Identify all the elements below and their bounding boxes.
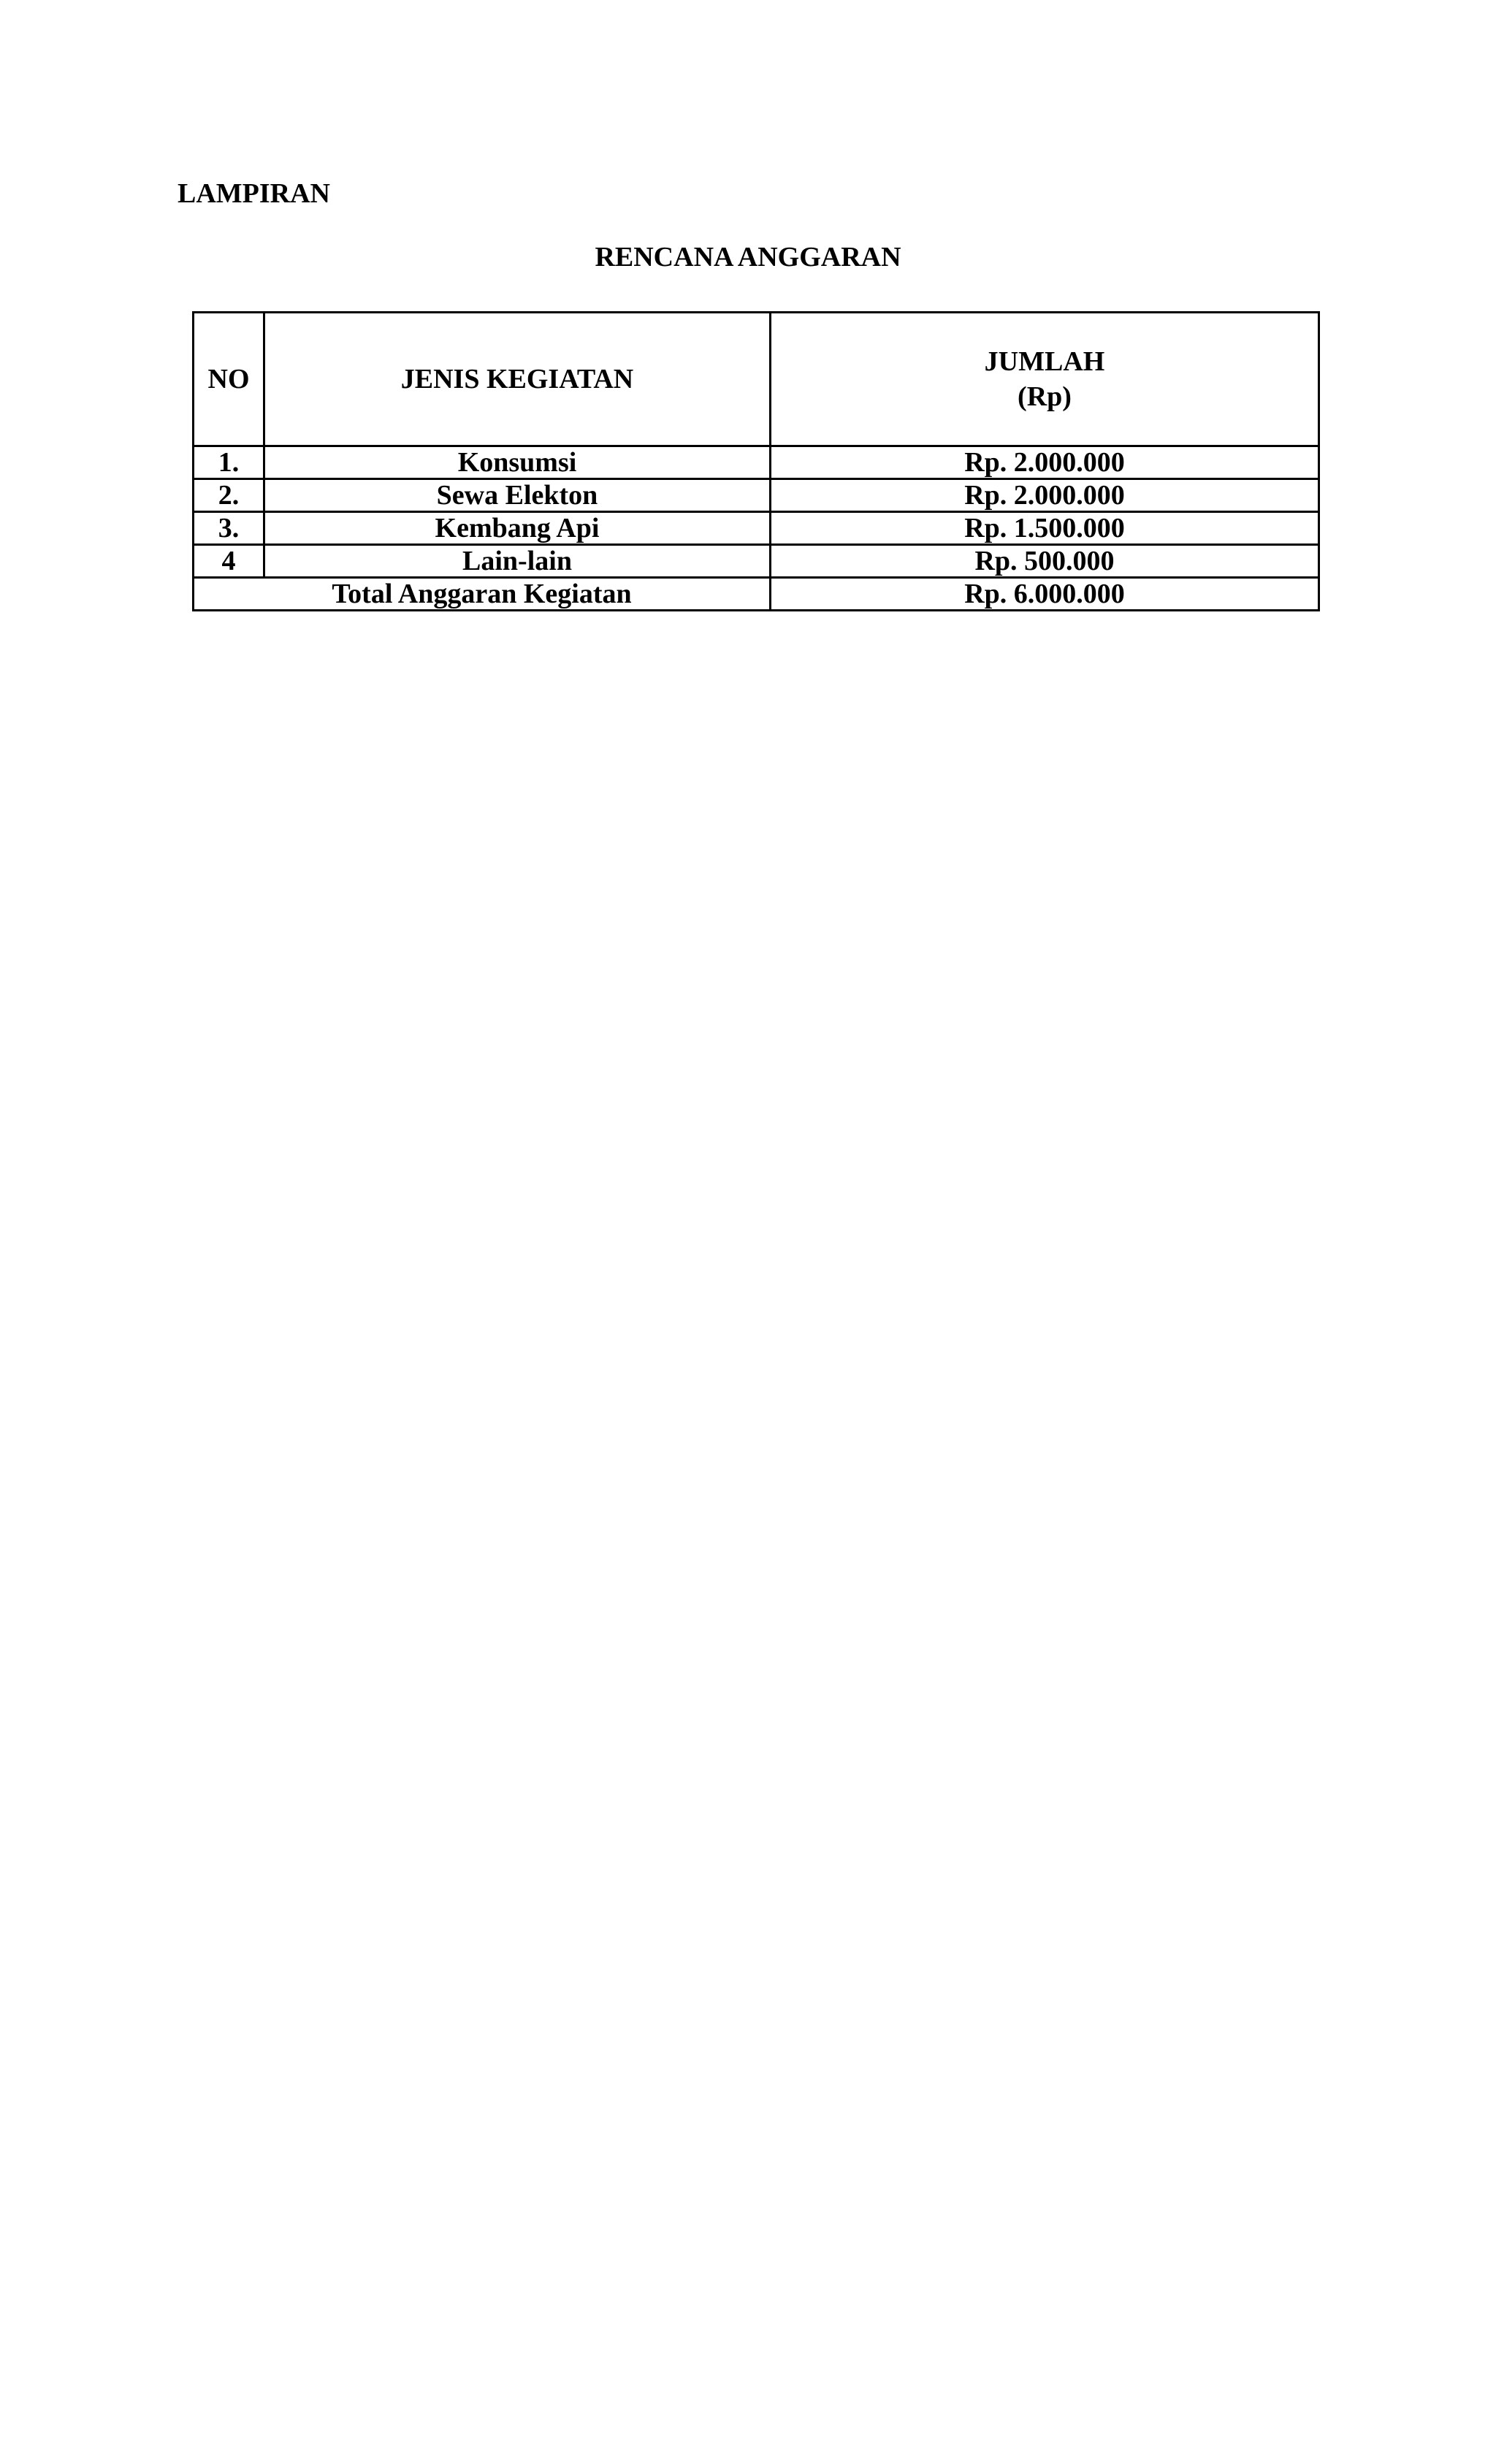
row-jenis: Sewa Elekton [264,479,771,512]
header-jumlah [771,313,1319,446]
total-jumlah: Rp. 6.000.000 [771,578,1319,611]
row-jenis: Konsumsi [264,446,771,479]
row-no: 4 [194,545,264,578]
row-no: 3. [194,512,264,545]
row-jumlah: Rp. 2.000.000 [771,446,1319,479]
table-row [194,512,1319,545]
table-header-row [194,313,1319,446]
header-no: NO [194,313,264,446]
row-jenis: Kembang Api [264,512,771,545]
lampiran-label: LAMPIRAN [178,178,330,209]
total-row [194,578,1319,611]
table-row [194,545,1319,578]
row-jumlah: Rp. 500.000 [771,545,1319,578]
header-jumlah-label: JUMLAH [984,346,1105,377]
table-row [194,479,1319,512]
row-jenis: Lain-lain [264,545,771,578]
budget-table [192,311,1320,611]
row-jumlah: Rp. 2.000.000 [771,479,1319,512]
total-label: Total Anggaran Kegiatan [194,578,771,611]
row-no: 2. [194,479,264,512]
table-row [194,446,1319,479]
row-no: 1. [194,446,264,479]
document-title: RENCANA ANGGARAN [595,242,901,272]
header-jenis-kegiatan: JENIS KEGIATAN [264,313,771,446]
header-jumlah-unit: (Rp) [1018,381,1072,412]
row-jumlah: Rp. 1.500.000 [771,512,1319,545]
